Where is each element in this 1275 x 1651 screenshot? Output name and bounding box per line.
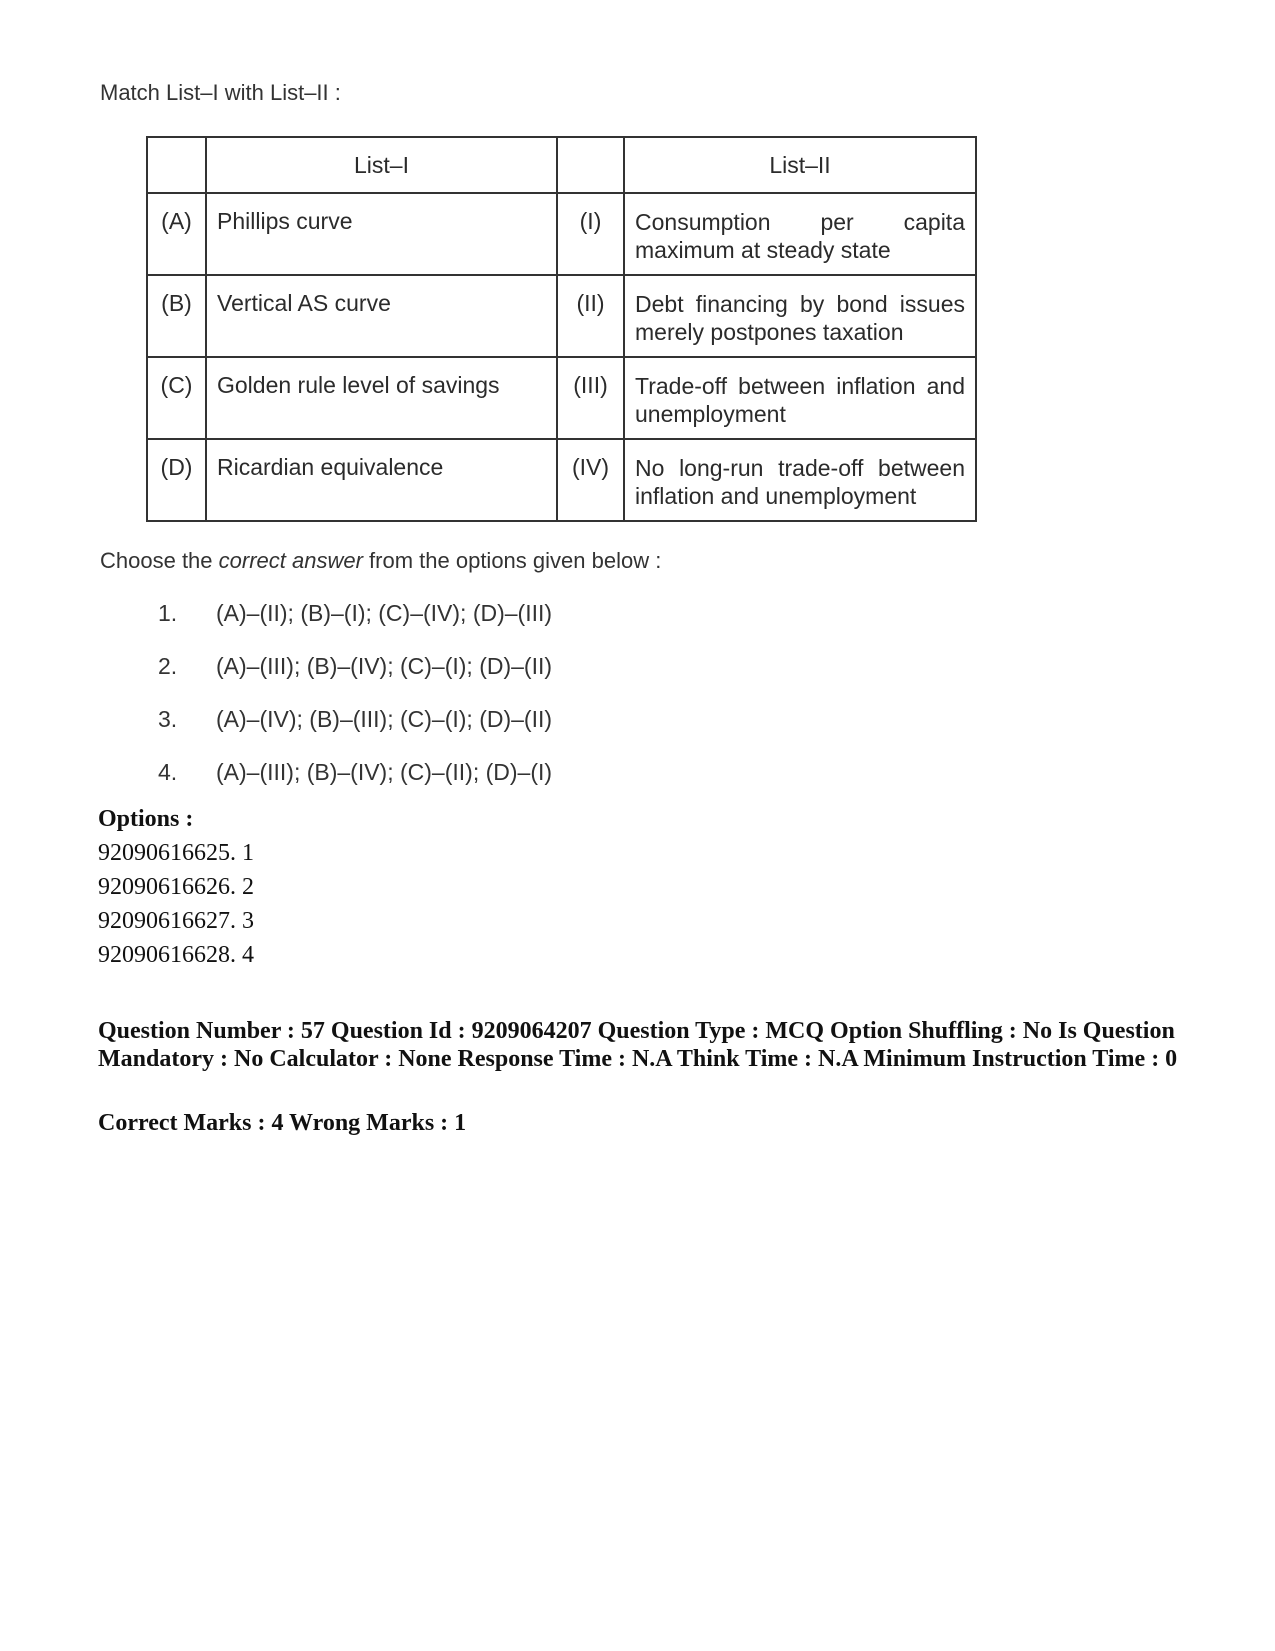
choose-after: from the options given below :: [362, 548, 662, 573]
table-header-row: [147, 137, 976, 193]
table-row: [147, 193, 976, 275]
option-item: 92090616628. 4: [98, 942, 254, 968]
match-table: [146, 136, 977, 522]
row-roman: (I): [579, 208, 602, 234]
row-roman: (IV): [571, 454, 610, 480]
answer-number: 3.: [158, 706, 178, 732]
question-marks: Correct Marks : 4 Wrong Marks : 1: [98, 1110, 467, 1136]
answer-text: (A)–(III); (B)–(IV); (C)–(I); (D)–(II): [216, 653, 553, 679]
answer-text: (A)–(II); (B)–(I); (C)–(IV); (D)–(III): [216, 600, 553, 626]
question-meta: Question Number : 57 Question Id : 9209064207 Question Type : MCQ Option Shuffling : No Is Question Mandatory : No Calculator : None Response Time : N.A Think Time : N.A Minimum Instruction Time : 0: [98, 1018, 1178, 1072]
options-block: [98, 806, 254, 976]
option-item: 92090616627. 3: [98, 908, 254, 934]
answer-choice: [158, 653, 552, 706]
row-desc: No long-run trade-off between inflation and unemployment: [635, 455, 965, 509]
choose-before: Choose the: [100, 548, 219, 573]
table-row: [147, 357, 976, 439]
table-row: [147, 275, 976, 357]
answer-number: 2.: [158, 653, 178, 679]
option-item: 92090616625. 1: [98, 840, 254, 866]
row-item: Golden rule level of savings: [217, 372, 500, 398]
answer-number: 1.: [158, 600, 178, 626]
row-desc: Debt financing by bond issues merely postpones taxation: [635, 291, 965, 345]
answer-choices: [158, 600, 552, 812]
header-list-2: List–II: [624, 137, 976, 193]
row-roman: (III): [573, 372, 608, 398]
table-row: [147, 439, 976, 521]
row-item: Phillips curve: [217, 208, 353, 234]
answer-text: (A)–(III); (B)–(IV); (C)–(II); (D)–(I): [216, 759, 553, 785]
row-desc: Consumption per capita maximum at steady state: [635, 209, 965, 263]
option-item: 92090616626. 2: [98, 874, 254, 900]
row-letter: (C): [160, 372, 193, 398]
row-letter: (A): [161, 208, 192, 234]
answer-choice: [158, 759, 552, 812]
row-letter: (B): [161, 290, 192, 316]
row-desc: Trade-off between inflation and unemployment: [635, 373, 965, 427]
header-list-1: List–I: [206, 137, 557, 193]
choose-instruction: [100, 548, 661, 574]
choose-emphasis: correct answer: [218, 548, 363, 573]
answer-text: (A)–(IV); (B)–(III); (C)–(I); (D)–(II): [216, 706, 553, 732]
header-blank-1: [147, 137, 206, 193]
question-intro: Match List–I with List–II :: [100, 80, 341, 105]
answer-choice: [158, 600, 552, 653]
row-roman: (II): [576, 290, 605, 316]
answer-choice: [158, 706, 552, 759]
row-letter: (D): [160, 454, 193, 480]
options-title: Options :: [98, 806, 194, 832]
answer-number: 4.: [158, 759, 178, 785]
row-item: Vertical AS curve: [217, 290, 391, 316]
header-blank-2: [557, 137, 624, 193]
row-item: Ricardian equivalence: [217, 454, 444, 480]
